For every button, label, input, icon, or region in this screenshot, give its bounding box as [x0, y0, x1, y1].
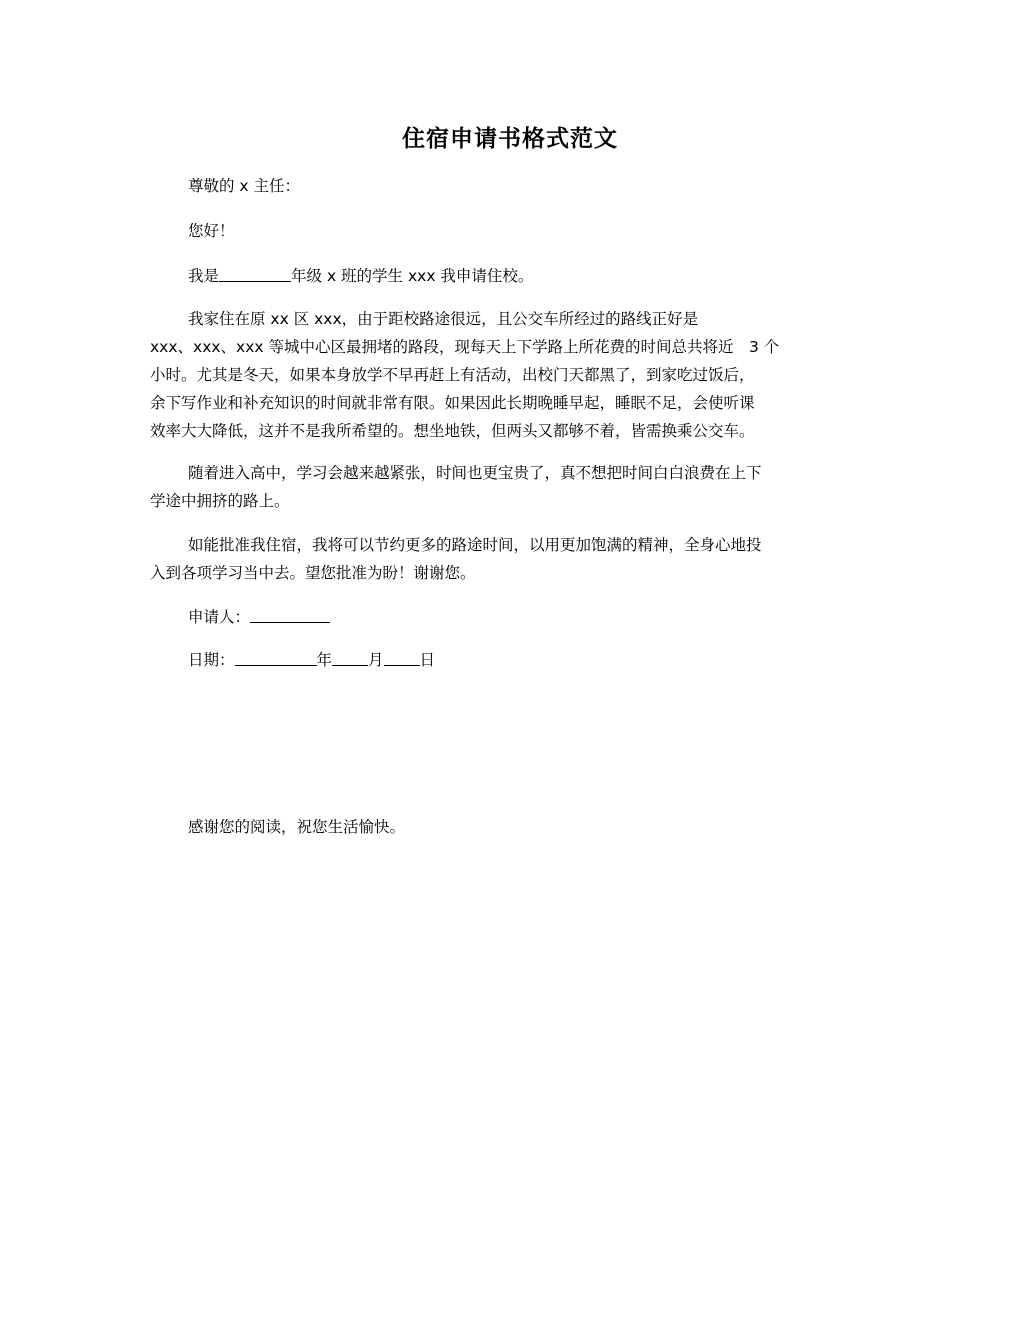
- date-year: 年: [316, 651, 333, 669]
- paragraph1-line2: xxx、xxx、xxx 等城中心区最拥堵的路段，现每天上下学路上所花费的时间总共将近 3 个: [150, 338, 780, 356]
- year-blank: [235, 649, 317, 666]
- applicant-line: [150, 603, 903, 631]
- date-month: 月: [368, 651, 384, 669]
- document-title: 住宿申请书格式范文: [402, 125, 618, 152]
- greeting: 您好！: [188, 222, 235, 240]
- grade-blank: [219, 265, 291, 282]
- date-day: 日: [419, 651, 436, 669]
- intro-line: [150, 262, 903, 290]
- paragraph1-line4: 余下写作业和补充知识的时间就非常有限。如果因此长期晚睡早起，睡眠不足，会使听课: [150, 394, 755, 412]
- month-blank: [332, 649, 368, 666]
- applicant-blank: [250, 606, 330, 623]
- paragraph2-line1: 随着进入高中，学习会越来越紧张，时间也更宝贵了，真不想把时间白白浪费在上下: [188, 464, 762, 482]
- paragraph1-line5: 效率大大降低，这并不是我所希望的。想坐地铁，但两头又都够不着，皆需换乘公交车。: [150, 422, 755, 440]
- applicant-label: 申请人：: [188, 608, 251, 626]
- date-label: 日期：: [188, 651, 235, 669]
- paragraph1-line1: 我家住在原 xx 区 xxx，由于距校路途很远，且公交车所经过的路线正好是: [188, 310, 699, 328]
- date-line: [150, 646, 903, 674]
- paragraph3-line1: 如能批准我住宿，我将可以节约更多的路途时间，以用更加饱满的精神，全身心地投: [188, 536, 762, 554]
- paragraph1-line3: 小时。尤其是冬天，如果本身放学不早再赶上有活动，出校门天都黑了，到家吃过饭后，: [150, 366, 755, 384]
- closing-text: 感谢您的阅读，祝您生活愉快。: [188, 818, 406, 836]
- salutation: 尊敬的 x 主任：: [188, 177, 301, 195]
- paragraph2-line2: 学途中拥挤的路上。: [150, 492, 290, 510]
- intro-suffix: 年级 x 班的学生 xxx 我申请住校。: [291, 267, 534, 285]
- day-blank: [384, 649, 420, 666]
- paragraph3-line2: 入到各项学习当中去。望您批准为盼！谢谢您。: [150, 564, 476, 582]
- intro-prefix: 我是: [188, 267, 220, 285]
